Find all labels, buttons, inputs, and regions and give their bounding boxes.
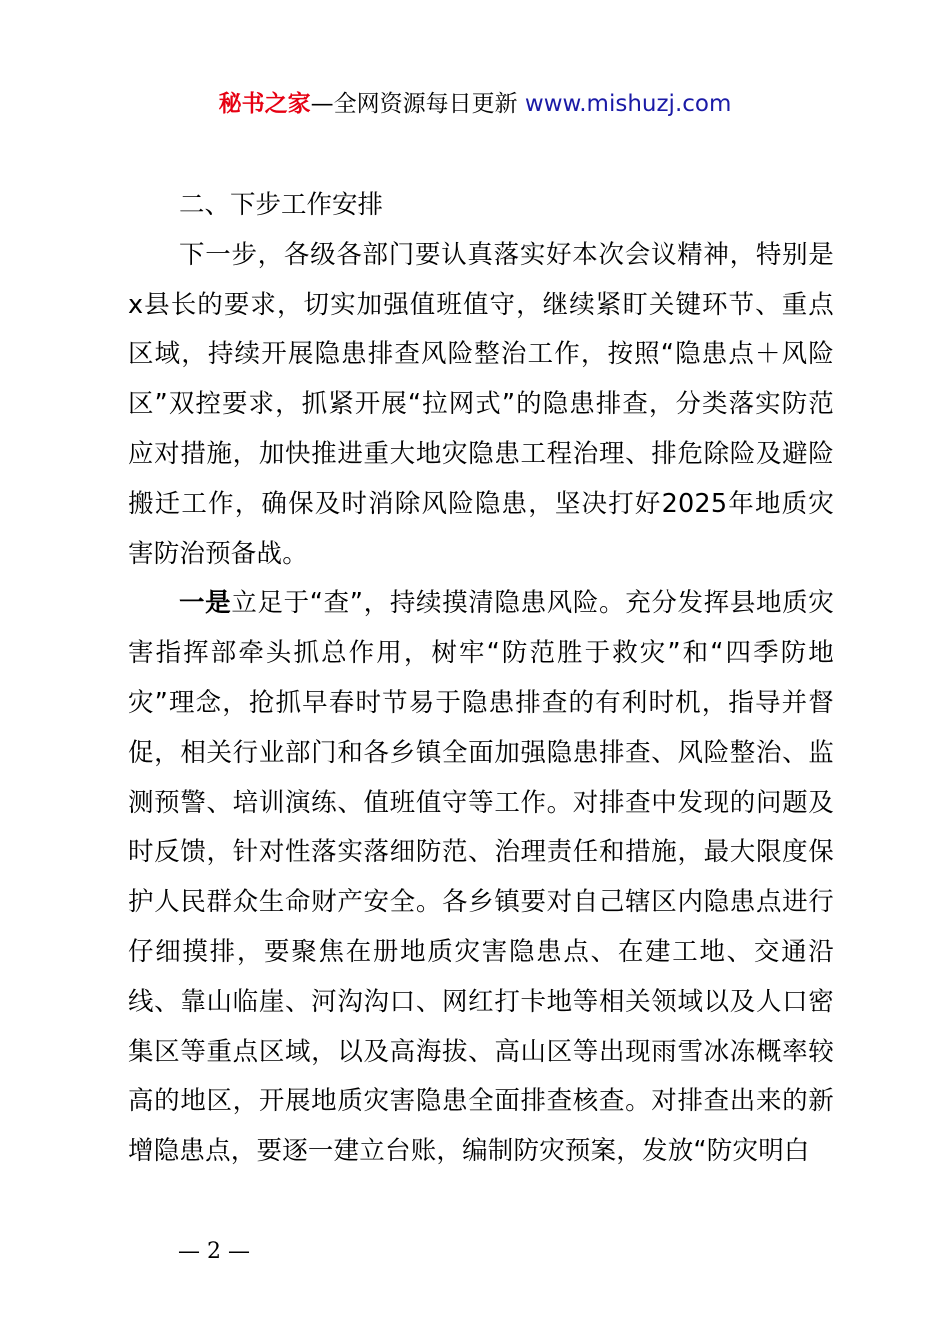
document-body xyxy=(128,181,834,1177)
site-header xyxy=(0,86,950,122)
first-point-text: 立足于“查”，持续摸清隐患风险。充分发挥县地质灾害指挥部牵头抓总作用，树牢“防范胜于救灾”和“四季防地灾”理念，抢抓早春时节易于隐患排查的有利时机，指导并督促，相关行业部门和各乡镇全面加强隐患排查、风险整治、监测预警、培训演练、值班值守等工作。对排查中发现的问题及时反馈，针对性落实落细防范、治理责任和措施，最大限度保护人民群众生命财产安全。各乡镇要对自己辖区内隐患点进行仔细摸排，要聚焦在册地质灾害隐患点、在建工地、交通沿线、靠山临崖、河沟沟口、网红打卡地等相关领域以及人口密集区等重点区域，以及高海拔、高山区等出现雨雪冰冻概率较高的地区，开展地质灾害隐患全面排查核查。对排查出来的新增隐患点，要逐一建立台账，编制防灾预案，发放“防灾明白 xyxy=(128,588,834,1167)
header-tagline: —全网资源每日更新 xyxy=(310,91,525,117)
first-point-lead: 一是 xyxy=(179,588,232,619)
paragraph-first-point xyxy=(128,579,834,1177)
paragraph-next-steps: 下一步，各级各部门要认真落实好本次会议精神，特别是x县长的要求，切实加强值班值守，继续紧盯关键环节、重点区域，持续开展隐患排查风险整治工作，按照“隐患点＋风险区”双控要求，抓紧开展“拉网式”的隐患排查，分类落实防范应对措施，加快推进重大地灾隐患工程治理、排危除险及避险搬迁工作，确保及时消除风险隐患，坚决打好2025年地质灾害防治预备战。 xyxy=(128,239,834,569)
brand-name: 秘书之家 xyxy=(218,91,311,117)
section-title: 二、下步工作安排 xyxy=(179,190,384,220)
site-url-link[interactable]: www.mishuzj.com xyxy=(524,91,732,117)
page-number: — 2 — xyxy=(178,1239,250,1264)
